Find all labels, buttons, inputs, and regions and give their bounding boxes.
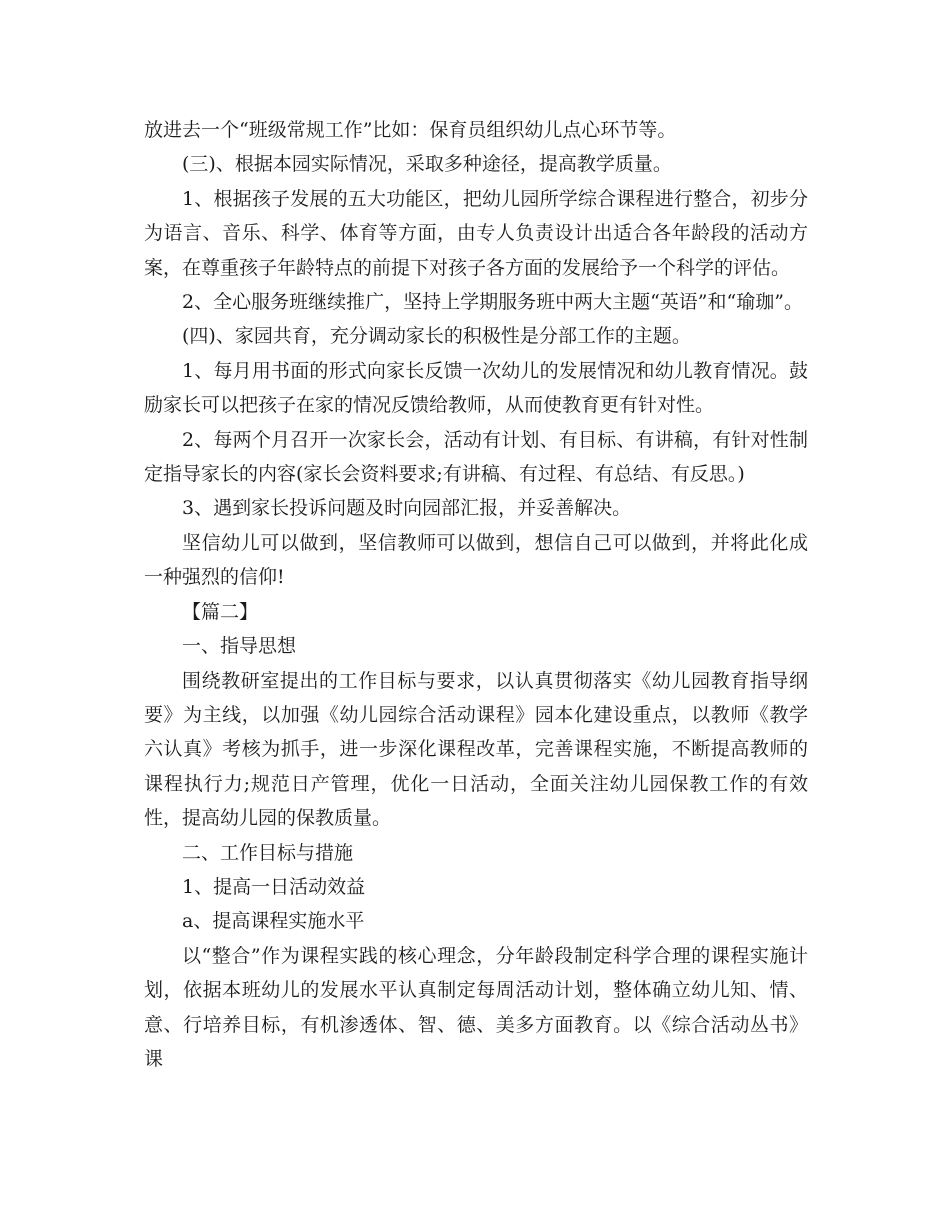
section-heading-guiding-ideology: 一、指导思想 (182, 635, 297, 658)
section-heading-goals-measures: 二、工作目标与措施 (182, 841, 354, 864)
paragraph: 1、根据孩子发展的五大功能区，把幼儿园所学综合课程进行整合，初步分为语言、音乐、科学、体育等方面，由专人负责设计出适合各年龄段的活动方案，在尊重孩子年龄特点的前提下对孩子各方面的发展给予一个科学的评估。 (144, 187, 808, 279)
paragraph: 2、每两个月召开一次家长会，活动有计划、有目标、有讲稿，有针对性制定指导家长的内容(家长会资料要求;有讲稿、有过程、有总结、有反思。) (144, 428, 808, 486)
section-heading-4: (四)、家园共育，充分调动家长的积极性是分部工作的主题。 (182, 325, 691, 348)
paragraph: 放进去一个“班级常规工作”比如：保育员组织幼儿点心环节等。 (144, 119, 677, 141)
paragraph: 围绕教研室提出的工作目标与要求，以认真贯彻落实《幼儿园教育指导纲要》为主线，以加强《幼儿园综合活动课程》园本化建设重点，以教师《教学六认真》考核为抓手，进一步深化课程改革，完善课程实施，不断提高教师的课程执行力;规范日产管理，优化一日活动，全面关注幼儿园保教工作的有效性，提高幼儿园的保教质量。 (144, 669, 808, 830)
paragraph: 1、每月用书面的形式向家长反馈一次幼儿的发展情况和幼儿教育情况。鼓励家长可以把孩子在家的情况反馈给教师，从而使教育更有针对性。 (144, 359, 808, 417)
document-body (144, 113, 808, 1076)
subsection-heading: a、提高课程实施水平 (182, 910, 365, 933)
section-heading-3: (三)、根据本园实际情况，采取多种途径，提高教学质量。 (182, 153, 672, 176)
paragraph: 坚信幼儿可以做到，坚信教师可以做到，想信自己可以做到，并将此化成一种强烈的信仰! (144, 531, 808, 589)
subsection-heading: 1、提高一日活动效益 (182, 875, 366, 898)
paragraph: 3、遇到家长投诉问题及时向园部汇报，并妥善解决。 (182, 497, 632, 520)
paragraph: 以“整合”作为课程实践的核心理念，分年龄段制定科学合理的课程实施计划，依据本班幼儿的发展水平认真制定每周活动计划，整体确立幼儿知、情、意、行培养目标，有机渗透体、智、德、美多方面教育。以《综合活动丛书》课 (144, 944, 808, 1070)
paragraph: 2、全心服务班继续推广，坚持上学期服务班中两大主题“英语”和“瑜珈”。 (182, 291, 803, 314)
chapter-heading: 【篇二】 (182, 600, 259, 623)
